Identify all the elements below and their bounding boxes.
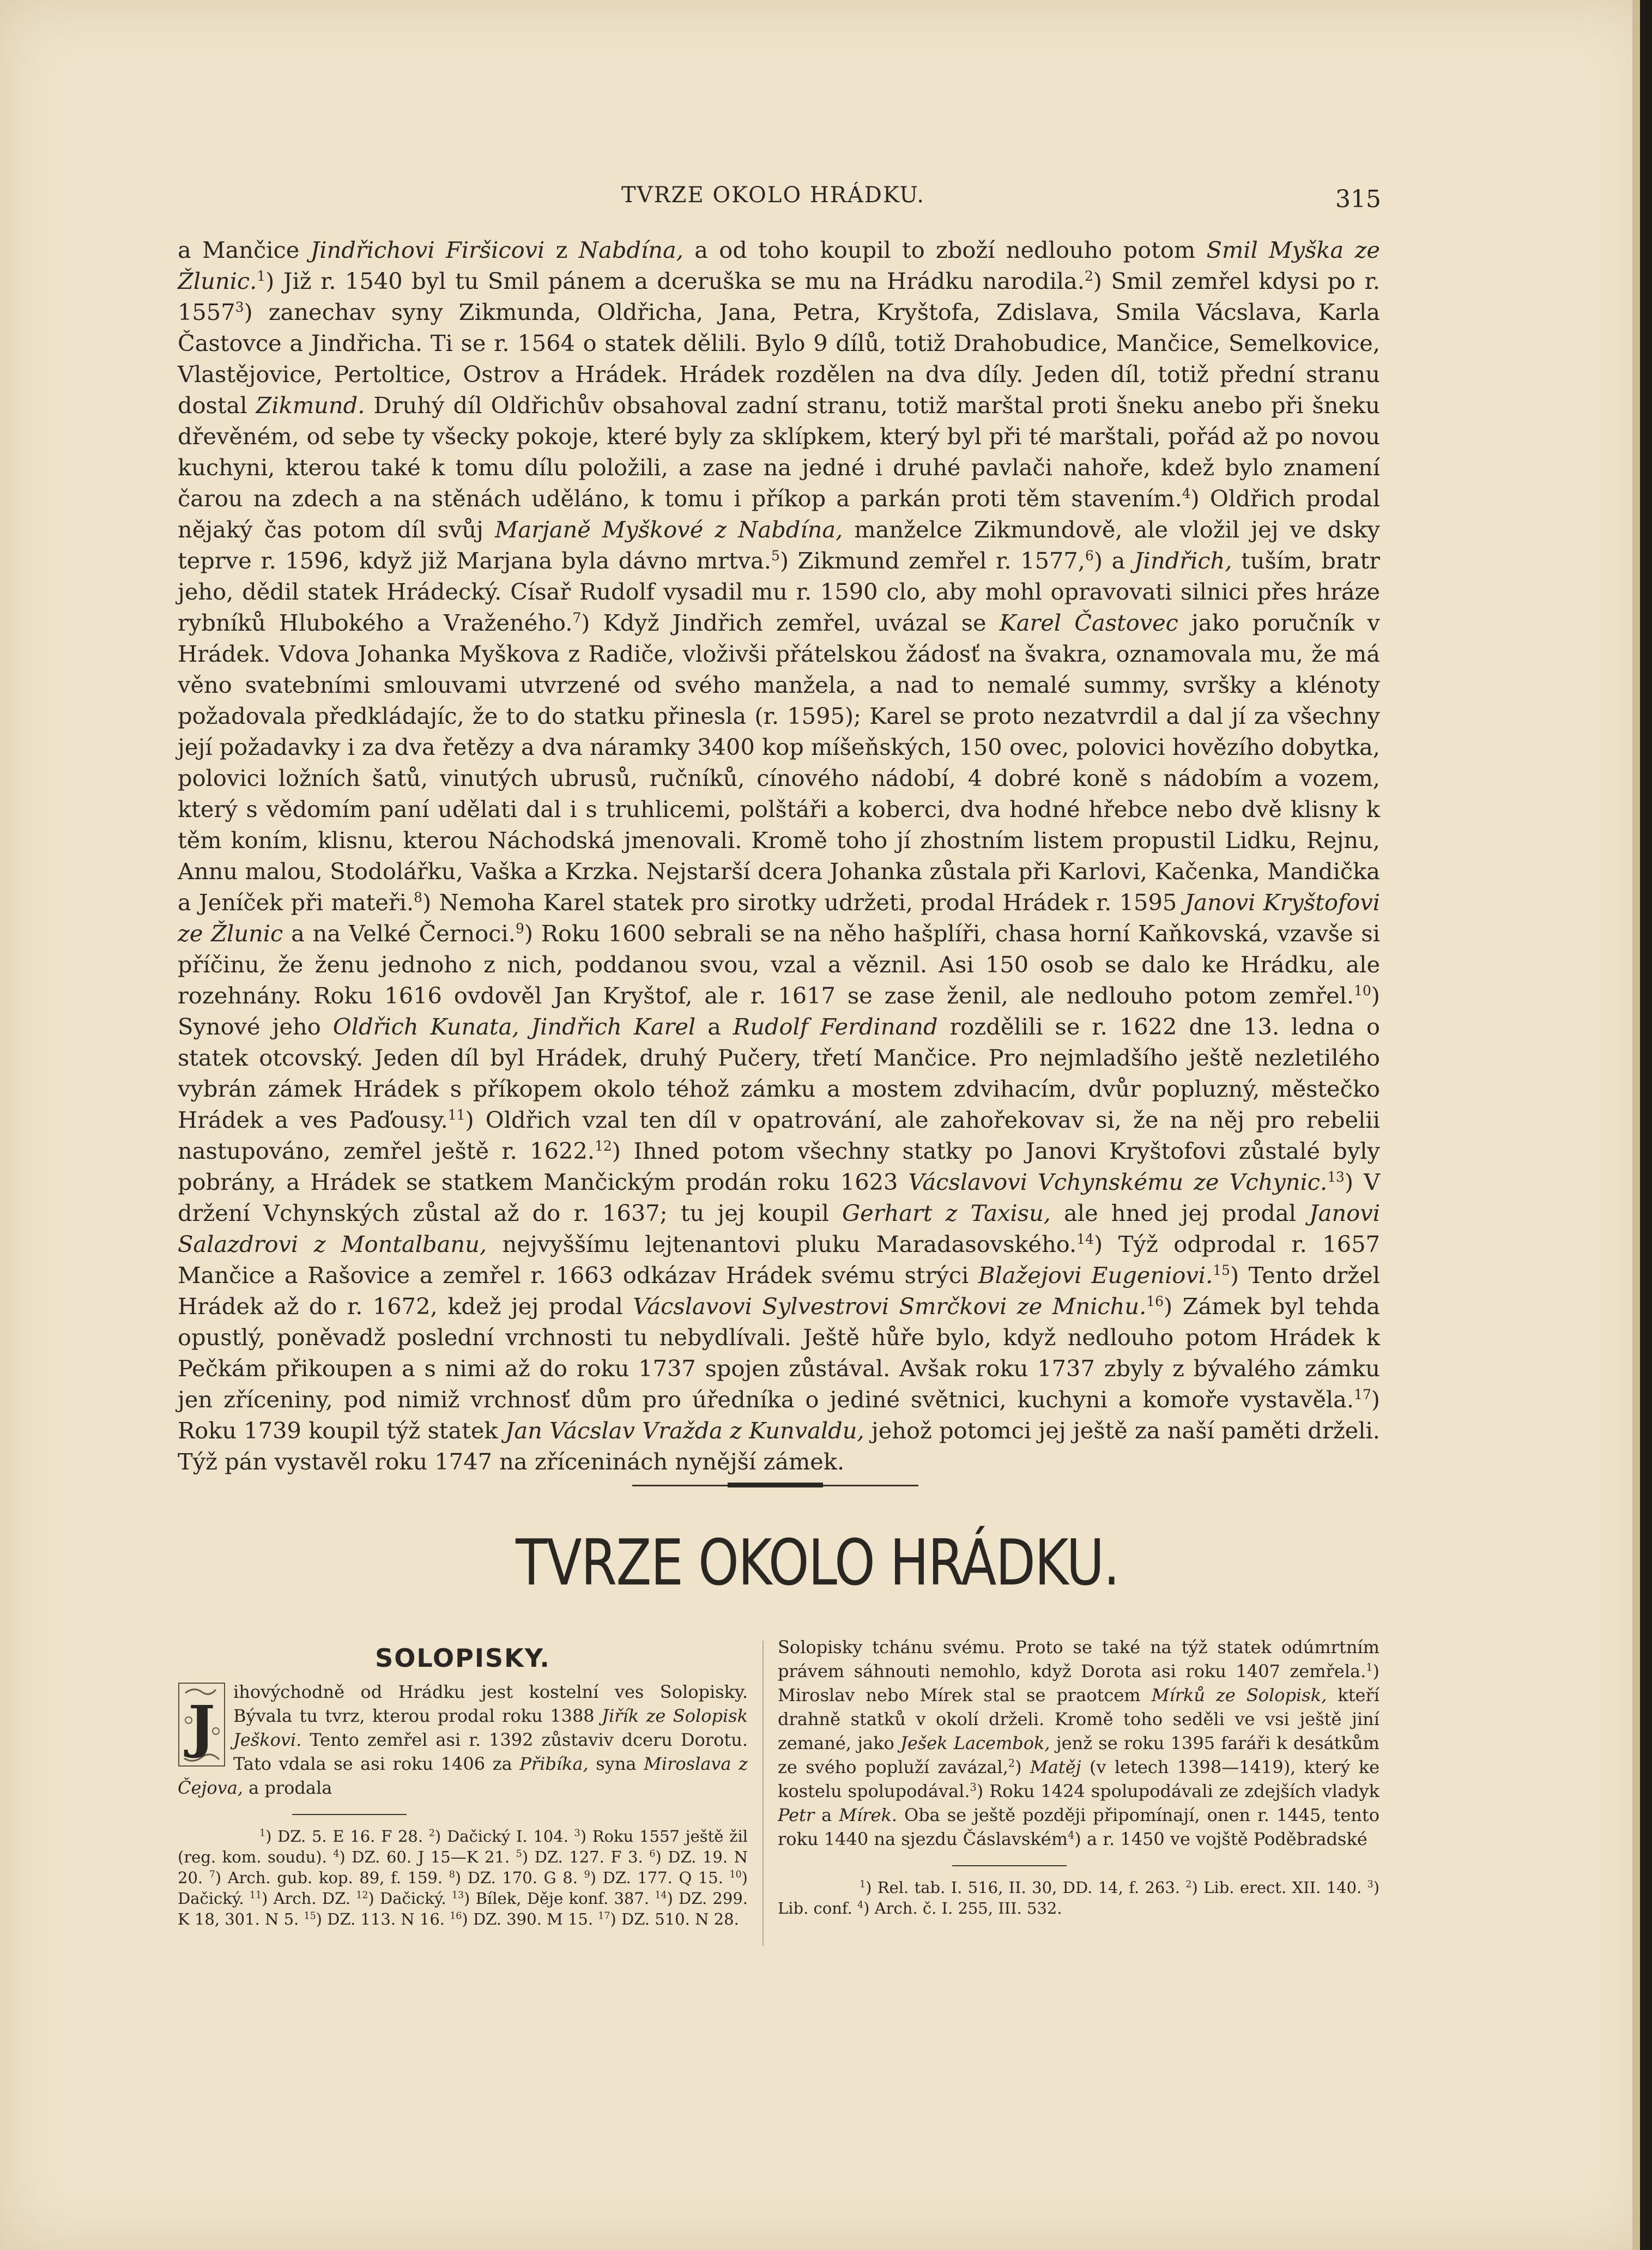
main-text-block — [178, 234, 1380, 1477]
footnote-rule — [952, 1865, 1067, 1866]
divider-thick-rule — [728, 1483, 823, 1487]
drop-cap-ornament — [178, 1682, 226, 1767]
footnote-list: $^1$) DZ. 5. E 16. F 28. $^2$) Dačický I. 104. $^3$) Roku 1557 ještě žil (reg. kom. soudu). $^4$) DZ. 60. J 15—K 21. $^5$) DZ. 127. F 3. $^6$) DZ. 19. N 20. $^7$) Arch. gub. kop. 89, f. 159. $^8$) DZ. 170. G 8. $^9$) DZ. 177. Q 15. $^{10}$) Dačický. $^{11}$) Arch. DZ. $^{12}$) Dačický. $^{13}$) Bílek, Děje konf. 387. $^{14}$) DZ. 299. K 18, 301. N 5. $^{15}$) DZ. 113. N 16. $^{16}$) DZ. 390. M 15. $^{17}$) DZ. 510. N 28. — [178, 1827, 748, 1928]
drop-cap-icon — [178, 1682, 226, 1767]
footnotes-left — [178, 1826, 748, 1930]
solopisky-text-right: Solopisky tchánu svému. Proto se také na týž statek odúmrtním právem sáhnouti nemohlo, když Dorota asi roku 1407 zemřela.$^1$) Miroslav nebo Mírek stal se praotcem Mírků ze Solopisk, kteří drahně statků v okolí drželi. Kromě toho seděli ve vsi ještě jiní zemané, jako Ješek Lacembok, jenž se roku 1395 faráři k desátkům ze svého popluží zavázal,$^2$) Matěj (v letech 1398—1419), který ke kostelu spolupodával.$^3$) Roku 1424 spolupodávali ze zdejších vladyk Petr a Mírek. Oba se ještě později připomínají, onen r. 1445, tento roku 1440 na sjezdu Čáslavském$^4$) a r. 1450 ve vojště Poděbradské — [778, 1637, 1380, 1849]
svg-text:J: J — [188, 1693, 215, 1760]
solopisky-text-left: ihovýchodně od Hrádku jest kostelní ves Solopisky. Bývala tu tvrz, kterou prodal roku 1388 Jiřík ze Solopisk Ješkovi. Tento zemřel asi r. 1392 zůstaviv dceru Dorotu. Tato vdala se asi roku 1406 za Přibíka, syna Miroslava z Čejova, a prodala — [178, 1682, 748, 1798]
footnote-list: $^1$) Rel. tab. I. 516, II. 30, DD. 14, f. 263. $^2$) Lib. erect. XII. 140. $^3$) Lib. conf. $^4$) Arch. č. I. 255, III. 532. — [778, 1878, 1380, 1918]
page-number: 315 — [1335, 185, 1381, 213]
footnote-rule — [292, 1814, 407, 1815]
subsection-heading: SOLOPISKY. — [375, 1643, 550, 1673]
main-paragraph: a Mančice Jindřichovi Firšicovi z Nabdína, a od toho koupil to zboží nedlouho potom Smil Myška ze Žlunic.$^1$) Již r. 1540 byl tu Smil pánem a dceruška se mu na Hrádku narodila.$^2$) Smil zemřel kdysi po r. 1557$^3$) zanechav syny Zikmunda, Oldřicha, Jana, Petra, Kryštofa, Zdislava, Smila Vácslava, Karla Častovce a Jindřicha. Ti se r. 1564 o statek dělili. Bylo 9 dílů, totiž Drahobudice, Mančice, Semelkovice, Vlastějovice, Pertoltice, Ostrov a Hrádek. Hrádek rozdělen na dva díly. Jeden díl, totiž přední stranu dostal Zikmund. Druhý díl Oldřichův obsahoval zadní stranu, totiž marštal proti šneku anebo při šneku dřevěném, od sebe ty všecky pokoje, které byly za sklípkem, který byl při té marštali, pořád až po novou kuchyni, kterou také k tomu dílu položili, a zase na jedné i druhé pavlači nahoře, kdež bylo znamení čarou na zdech a na stěnách uděláno, k tomu i příkop a parkán proti těm stavením.$^4$) Oldřich prodal nějaký čas potom díl svůj Marjaně Myškové z Nabdína, manželce Zikmundově, ale vložil jej ve dsky teprve r. 1596, když již Marjana byla dávno mrtva.$^5$) Zikmund zemřel r. 1577,$^6$) a Jindřich, tuším, bratr jeho, dědil statek Hrádecký. Císař Rudolf vysadil mu r. 1590 clo, aby mohl opravovati silnici přes hráze rybníků Hlubokého a Vraženého.$^7$) Když Jindřich zemřel, uvázal se Karel Častovec jako poručník v Hrádek. Vdova Johanka Myškova z Radiče, vloživši přátelskou žádosť na švakra, oznamovala mu, že má věno svatebními smlouvami utvrzené od svého manžela, a nad to nemalé summy, svršky a klénoty požadovala předkládajíc, že to do statku přinesla (r. 1595); Karel se proto nezatvrdil a dal jí za všechny její požadavky i za dva řetězy a dva náramky 3400 kop míšeňských, 150 ovec, polovici hovězího dobytka, polovici ložních šatů, vinutých ubrusů, ručníků, cínového nádobí, 4 dobré koně s nádobím a vozem, který s vědomím paní udělati dal i s truhlicemi, polštáři a koberci, dva hodné hřebce nebo dvě klisny k těm koním, klisnu, kterou Náchodská jmenovali. Kromě toho jí zhostním listem propustil Lidku, Rejnu, Annu malou, Stodolářku, Vaška a Krzka. Nejstarší dcera Johanka zůstala při Karlovi, Kačenka, Mandička a Jeníček při mateři.$^8$) Nemoha Karel statek pro sirotky udržeti, prodal Hrádek r. 1595 Janovi Kryštofovi ze Žlunic a na Velké Černoci.$^9$) Roku 1600 sebrali se na něho hašplíři, chasa horní Kaňkovská, vzavše si příčinu, že ženu jednoho z nich, poddanou svou, vzal a věznil. Asi 150 osob se dalo ke Hrádku, ale rozehnány. Roku 1616 ovdověl Jan Kryštof, ale r. 1617 se zase ženil, ale nedlouho potom zemřel.$^{10}$) Synové jeho Oldřich Kunata, Jindřich Karel a Rudolf Ferdinand rozdělili se r. 1622 dne 13. ledna o statek otcovský. Jeden díl byl Hrádek, druhý Pučery, třetí Mančice. Pro nejmladšího ještě nezletilého vybrán zámek Hrádek s příkopem okolo téhož zámku a mostem zdvihacím, dvůr popluzný, městečko Hrádek a ves Paďousy.$^{11}$) Oldřich vzal ten díl v opatrování, ale zahořekovav si, že na něj pro rebelii nastupováno, zemřel ještě r. 1622.12) Ihned potom všechny statky po Janovi Kryštofovi zůstalé byly pobrány, a Hrádek se statkem Mančickým prodán roku 1623 Vácslavovi Vchynskému ze Vchynic.$^{13}$) V držení Vchynských zůstal až do r. 1637; tu jej koupil Gerhart z Taxisu, ale hned jej prodal Janovi Salazdrovi z Montalbanu, nejvyššímu lejtenantovi pluku Maradasovského.$^{14}$) Týž odprodal r. 1657 Mančice a Rašovice a zemřel r. 1663 odkázav Hrádek svému strýci Blažejovi Eugeniovi.$^{15}$) Tento držel Hrádek až do r. 1672, kdež jej prodal Vácslavovi Sylvestrovi Smrčkovi ze Mnichu.$^{16}$) Zámek byl tehda opustlý, poněvadž poslední vrchnosti tu nebydlívali. Ještě hůře bylo, když nedlouho potom Hrádek k Pečkám přikoupen a s nimi až do roku 1737 spojen zůstával. Avšak roku 1737 zbyly z bývalého zámku jen zříceniny, pod nimiž vrchnosť dům pro úředníka o jediné světnici, kuchyni a komoře vystavěla.$^{17}$) Roku 1739 koupil týž statek Jan Vácslav Vražda z Kunvaldu, jehož potomci jej ještě za naší paměti drželi. Týž pán vystavěl roku 1747 na zříceninách nynější zámek. — [178, 237, 1381, 1475]
column-divider — [763, 1641, 764, 1946]
footnotes-right — [778, 1877, 1379, 1919]
running-head: TVRZE OKOLO HRÁDKU. — [621, 183, 925, 208]
lead-paragraph — [178, 1680, 748, 1800]
right-column — [778, 1635, 1379, 1919]
left-column — [178, 1643, 748, 1930]
ornamental-divider — [632, 1479, 918, 1492]
page-edge — [1640, 0, 1652, 2250]
section-title: TVRZE OKOLO HRÁDKU. — [516, 1526, 1120, 1600]
